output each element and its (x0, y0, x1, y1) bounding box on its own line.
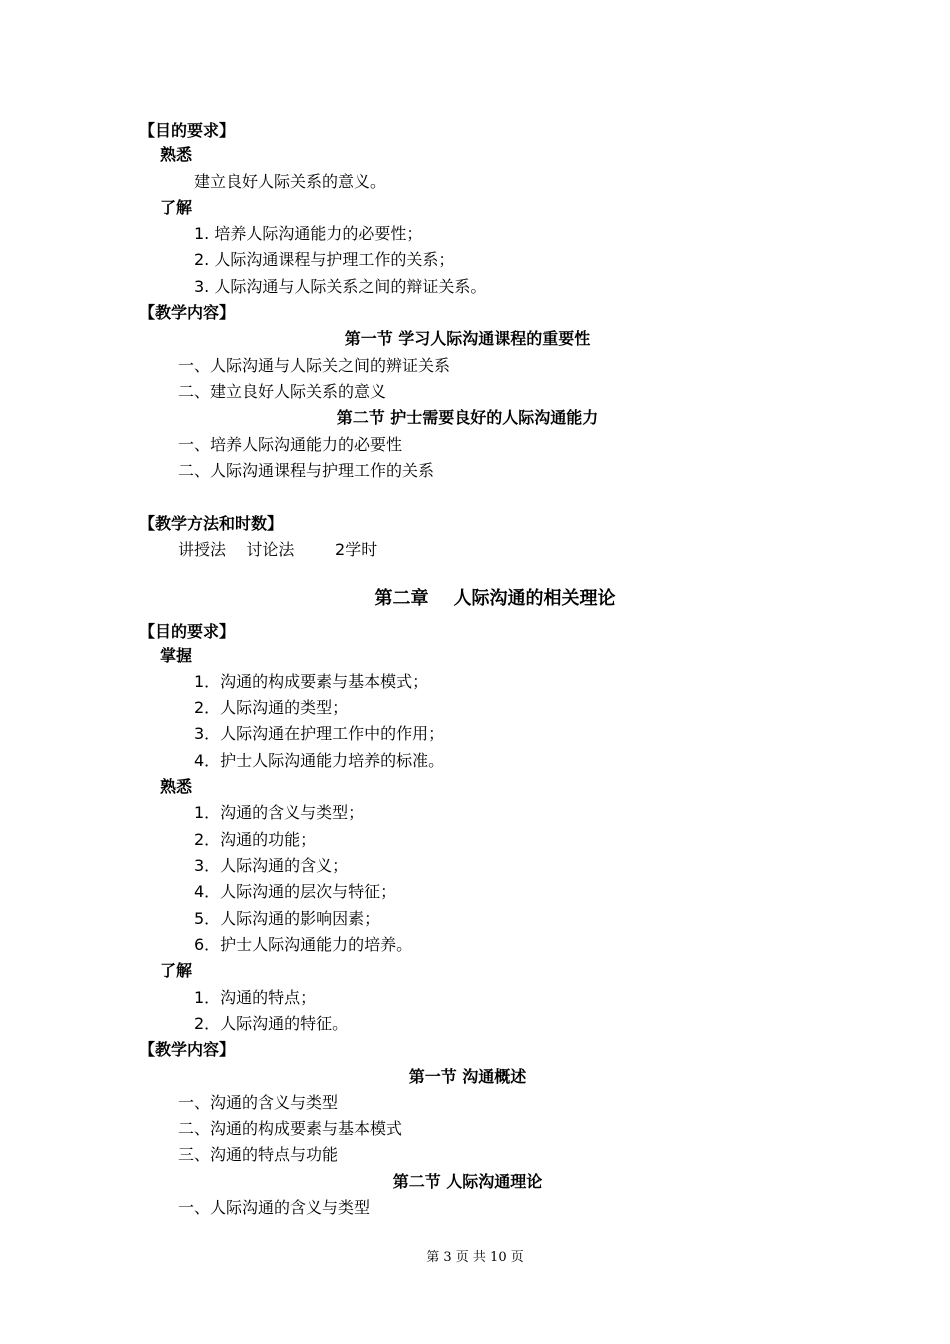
list-item: 2．沟通的功能； (194, 830, 317, 849)
list-item: 3. 人际沟通与人际关系之间的辩证关系。 (194, 277, 487, 296)
list-item: 1．沟通的含义与类型； (194, 803, 365, 822)
master-label: 掌握 (160, 646, 193, 665)
section-title: 第一节 学习人际沟通课程的重要性 (344, 329, 591, 348)
list-item: 6．护士人际沟通能力的培养。 (194, 935, 413, 954)
section-title: 第二节 护士需要良好的人际沟通能力 (336, 408, 599, 427)
list-item: 一、人际沟通的含义与类型 (178, 1198, 371, 1217)
content-heading: 【教学内容】 (139, 303, 236, 322)
list-item: 4．人际沟通的层次与特征； (194, 882, 397, 901)
section-title: 第一节 沟通概述 (408, 1067, 527, 1086)
page-footer: 第 3 页 共 10 页 (426, 1250, 524, 1265)
familiar-label: 熟悉 (160, 145, 193, 164)
section-title: 第二节 人际沟通理论 (392, 1172, 543, 1191)
list-item: 二、人际沟通课程与护理工作的关系 (178, 461, 435, 480)
list-item: 一、人际沟通与人际关之间的辨证关系 (178, 356, 451, 375)
list-item: 3．人际沟通在护理工作中的作用； (194, 724, 445, 743)
list-item: 二、沟通的构成要素与基本模式 (178, 1119, 403, 1138)
list-item: 3．人际沟通的含义； (194, 856, 349, 875)
list-item: 2．人际沟通的类型； (194, 698, 349, 717)
list-item: 1．沟通的特点； (194, 988, 317, 1007)
understand-label: 了解 (160, 198, 193, 217)
goal-heading: 【目的要求】 (139, 622, 236, 641)
list-item: 2. 人际沟通课程与护理工作的关系； (194, 250, 455, 269)
list-item: 2．人际沟通的特征。 (194, 1014, 349, 1033)
familiar-label: 熟悉 (160, 777, 193, 796)
method-text: 讲授法 讨论法 2学时 (178, 540, 378, 559)
list-item: 三、沟通的特点与功能 (178, 1145, 339, 1164)
content-heading: 【教学内容】 (139, 1040, 236, 1059)
list-item: 1．沟通的构成要素与基本模式； (194, 672, 429, 691)
list-item: 一、沟通的含义与类型 (178, 1093, 339, 1112)
understand-label: 了解 (160, 961, 193, 980)
list-item: 5．人际沟通的影响因素； (194, 909, 381, 928)
chapter-title: 第二章 人际沟通的相关理论 (374, 588, 616, 609)
list-item: 1. 培养人际沟通能力的必要性； (194, 224, 423, 243)
list-item: 一、培养人际沟通能力的必要性 (178, 435, 403, 454)
list-item: 4．护士人际沟通能力培养的标准。 (194, 751, 445, 770)
list-item: 建立良好人际关系的意义。 (194, 172, 387, 191)
list-item: 二、建立良好人际关系的意义 (178, 382, 387, 401)
goal-heading: 【目的要求】 (139, 121, 236, 140)
method-heading: 【教学方法和时数】 (139, 514, 284, 533)
